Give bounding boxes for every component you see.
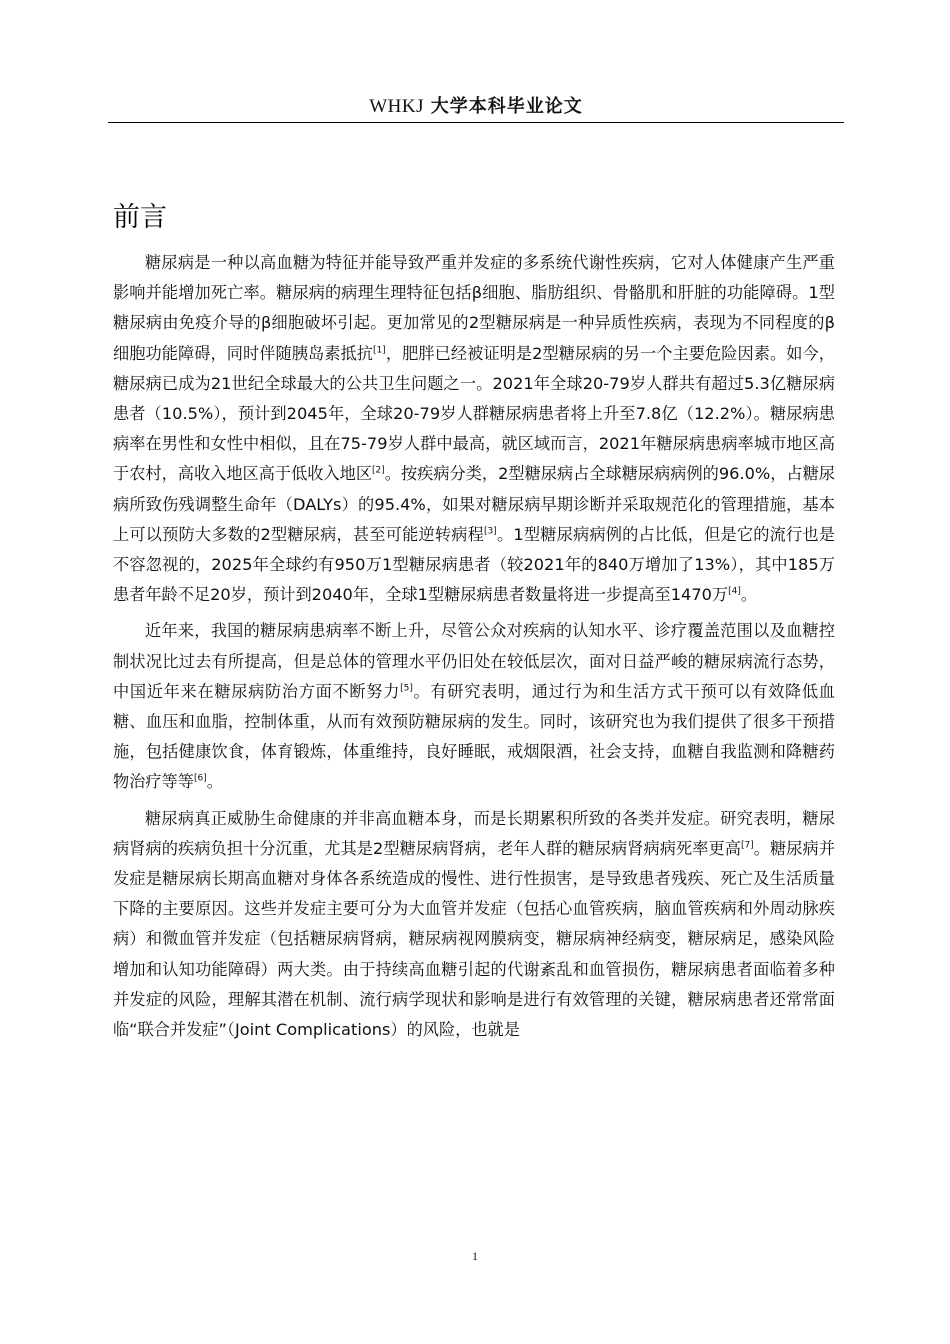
- citation-marker: [7]: [740, 840, 754, 851]
- paragraph-text: ，肥胖已经被证明是2型糖尿病的另一个主要危险因素。如今，糖尿病已成为21世纪全球最大的公共卫生问题之一。2021年全球20-79岁人群共有超过5.3亿糖尿病患者（10.5%），预计到2045年，全球20-79岁人群糖尿病患者将上升至7.8亿（12.2%）。糖尿病患病率在男性和女性中相似，且在75-79岁人群中最高，就区域而言，2021年糖尿病患病率城市地区高于农村，高收入地区高于低收入地区: [113, 343, 835, 484]
- paragraph-text: 。糖尿病并发症是糖尿病长期高血糖对身体各系统造成的慢性、进行性损害，是导致患者残疾、死亡及生活质量下降的主要原因。这些并发症主要可分为大血管并发症（包括心血管疾病，脑血管疾病和外周动脉疾病）和微血管并发症（包括糖尿病肾病，糖尿病视网膜病变，糖尿病神经病变，糖尿病足，感染风险增加和认知功能障碍）两大类。由于持续高血糖引起的代谢紊乱和血管损伤，糖尿病患者面临着多种并发症的风险，理解其潜在机制、流行病学现状和影响是进行有效管理的关键，糖尿病患者还常常面临“联合并发症”（Joint Complications）的风险，也就是: [113, 838, 836, 1040]
- body-paragraph: [113, 616, 835, 797]
- citation-marker: [4]: [728, 586, 741, 597]
- body-text: [113, 248, 835, 1051]
- paragraph-text: 。按疾病分类，2型糖尿病占全球糖尿病病例的96.0%，占糖尿病所致伤残调整生命年（DALYs）的95.4%，如果对糖尿病早期诊断并采取规范化的管理措施，基本上可以预防大多数的2型糖尿病，甚至可能逆转病程: [113, 464, 835, 544]
- citation-marker: [6]: [193, 774, 207, 785]
- paragraph-text: 。有研究表明，通过行为和生活方式干预可以有效降低血糖、血压和血脂，控制体重，从而有效预防糖尿病的发生。同时，该研究也为我们提供了很多干预措施，包括健康饮食，体育锻炼，体重维持，良好睡眠，戒烟限酒，社会支持，血糖自我监测和降糖药物治疗等等: [113, 681, 835, 792]
- header-thesis-label: 大学本科毕业论文: [430, 96, 583, 117]
- header-rule: [108, 122, 844, 123]
- paragraph-text: 近年来，我国的糖尿病患病率不断上升，尽管公众对疾病的认知水平、诊疗覆盖范围以及血糖控制状况比过去有所提高，但是总体的管理水平仍旧处在较低层次，面对日益严峻的糖尿病流行态势，中国近年来在糖尿病防治方面不断努力: [113, 621, 835, 701]
- header-university-code: WHKJ: [369, 96, 425, 117]
- paragraph-text: 糖尿病是一种以高血糖为特征并能导致严重并发症的多系统代谢性疾病，它对人体健康产生严重影响并能增加死亡率。糖尿病的病理生理特征包括β细胞、脂肪组织、骨骼肌和肝脏的功能障碍。1型糖尿病由免疫介导的β细胞破坏引起。更加常见的2型糖尿病是一种异质性疾病，表现为不同程度的β细胞功能障碍，同时伴随胰岛素抵抗: [113, 253, 835, 363]
- citation-marker: [3]: [484, 526, 497, 537]
- citation-marker: [1]: [373, 345, 386, 356]
- paragraph-text: 。1型糖尿病病例的占比低，但是它的流行也是不容忽视的，2025年全球约有950万1型糖尿病患者（较2021年的840万增加了13%），其中185万患者年龄不足20岁，预计到2040年，全球1型糖尿病患者数量将进一步提高至1470万: [113, 524, 835, 605]
- section-title: 前言: [113, 202, 167, 233]
- body-paragraph: [113, 804, 835, 1046]
- page-header: [108, 92, 844, 122]
- citation-marker: [5]: [400, 683, 413, 694]
- citation-marker: [2]: [372, 466, 385, 477]
- body-paragraph: [113, 248, 835, 610]
- page-number: 1: [472, 1249, 478, 1263]
- paragraph-text: 糖尿病真正威胁生命健康的并非高血糖本身，而是长期累积所致的各类并发症。研究表明，糖尿病肾病的疾病负担十分沉重，尤其是2型糖尿病肾病，老年人群的糖尿病肾病病死率更高: [113, 808, 835, 858]
- paragraph-text: 。: [740, 585, 758, 605]
- paragraph-text: 。: [206, 772, 223, 792]
